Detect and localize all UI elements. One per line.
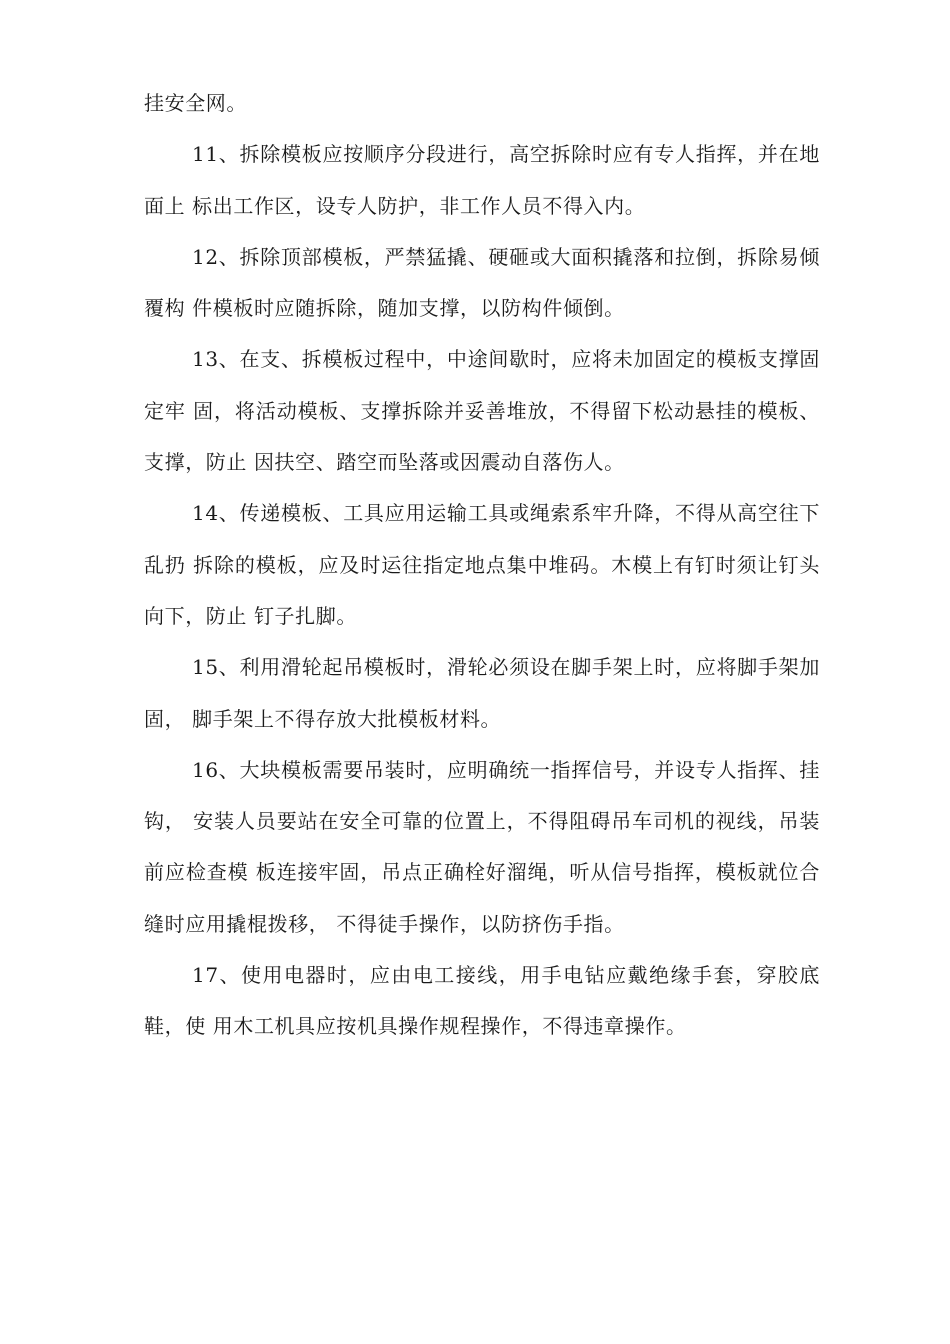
document-body — [144, 78, 820, 1053]
paragraph-item-14: 14、传递模板、工具应用运输工具或绳索系牢升降，不得从高空往下乱扔 拆除的模板，应及时运往指定地点集中堆码。木模上有钉时须让钉头向下，防止 钉子扎脚。 — [144, 501, 820, 628]
paragraph-item-17: 17、使用电器时，应由电工接线，用手电钻应戴绝缘手套，穿胶底鞋，使 用木工机具应按机具操作规程操作，不得违章操作。 — [144, 963, 820, 1039]
paragraph-item-12: 12、拆除顶部模板，严禁猛撬、硬砸或大面积撬落和拉倒，拆除易倾覆构 件模板时应随拆除，随加支撑，以防构件倾倒。 — [144, 244, 820, 321]
paragraph-item-16: 16、大块模板需要吊装时，应明确统一指挥信号，并设专人指挥、挂钩， 安装人员要站在安全可靠的位置上，不得阻碍吊车司机的视线，吊装前应检查模 板连接牢固，吊点正确栓好溜绳，听从信号指挥，模板就位合缝时应用撬棍拨移， 不得徒手操作，以防挤伤手指。 — [144, 757, 820, 936]
paragraph-item-15: 15、利用滑轮起吊模板时，滑轮必须设在脚手架上时，应将脚手架加固， 脚手架上不得存放大批模板材料。 — [144, 655, 820, 731]
paragraph-item-11: 11、拆除模板应按顺序分段进行，高空拆除时应有专人指挥，并在地面上 标出工作区，设专人防护，非工作人员不得入内。 — [144, 142, 820, 218]
paragraph-item-13: 13、在支、拆模板过程中，中途间歇时，应将未加固定的模板支撑固定牢 固，将活动模板、支撑拆除并妥善堆放，不得留下松动悬挂的模板、支撑，防止 因扶空、踏空而坠落或因震动自落伤人。 — [144, 347, 820, 475]
paragraph-continuation: 挂安全网。 — [144, 91, 247, 115]
